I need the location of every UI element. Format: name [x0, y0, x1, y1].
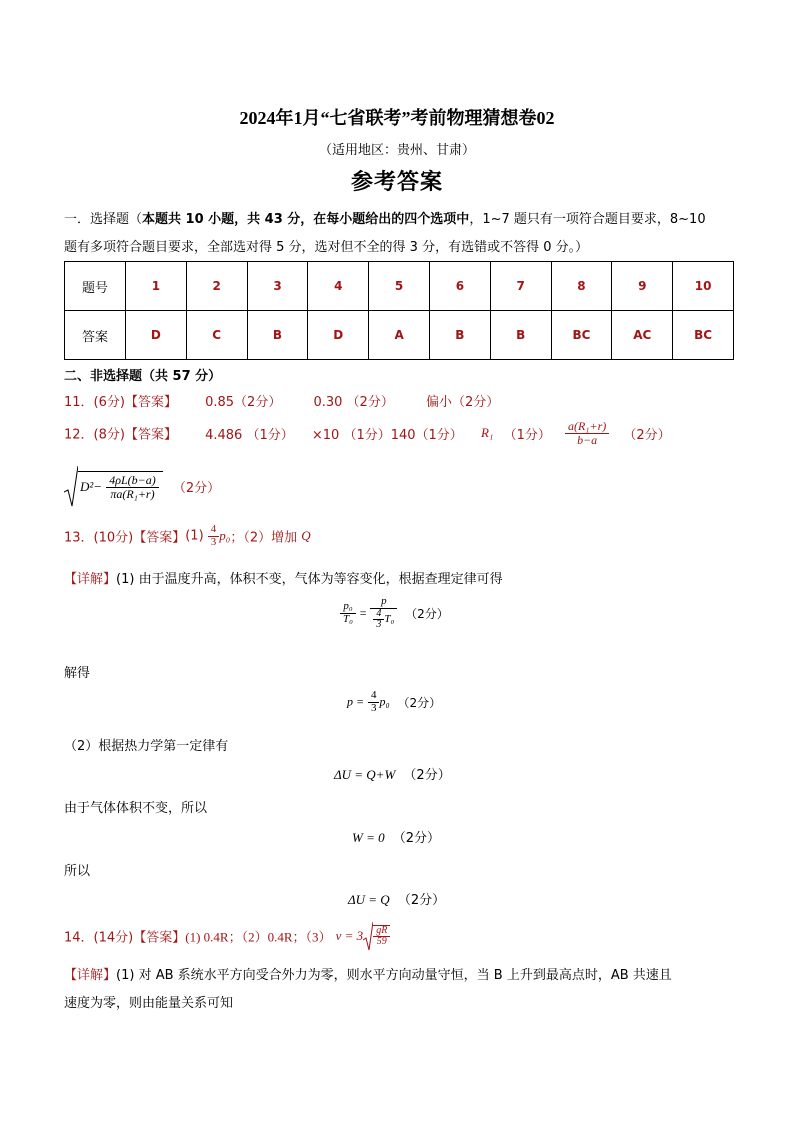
table-cell-answer: C [186, 311, 247, 360]
table-cell-number: 9 [612, 262, 673, 311]
q13-solve: 解得 [64, 666, 91, 681]
q12-fraction-score: （2分） [623, 427, 671, 443]
eq4-text: W = 0 [352, 830, 385, 845]
answer-table [64, 261, 734, 360]
eq1-inner-den: 3 [376, 619, 382, 631]
q11-answer-2: 0.30 （2分） [313, 395, 394, 410]
q12-sqrt-num: 4ρL(b−a) [106, 474, 159, 488]
row-label-answer: 答案 [65, 311, 126, 360]
q13-detail-1 [64, 568, 503, 587]
q12-answer-3: R₁ [480, 425, 494, 441]
q14-prefix: 14．(14分)【答案】 [64, 930, 186, 946]
table-cell-answer: D [126, 311, 187, 360]
page-title: 2024年1月“七省联考”考前物理猜想卷02 [239, 108, 555, 128]
sqrt-sign-icon [64, 464, 78, 508]
q13-p0: p₀ [219, 528, 231, 544]
q14-sqrt-den: 59 [376, 936, 387, 947]
table-cell-answer: D [308, 311, 369, 360]
q12-sqrt-line [64, 464, 220, 508]
eq2-rhs: p₀ [379, 694, 390, 709]
eq2-num: 4 [368, 690, 380, 703]
table-cell-answer: BC [673, 311, 734, 360]
q12-fraction [565, 420, 609, 446]
q14-sqrt-num: gR [373, 926, 390, 938]
table-row-numbers [65, 262, 734, 311]
section1-intro-line1 [64, 208, 706, 227]
q14-detail-line1-text: (1) 对 AB 系统水平方向受合外力为零，则水平方向动量守恒，当 B 上升到最高点时，AB 共速且 [116, 968, 672, 983]
q12-sqrt-score: （2分） [172, 480, 221, 496]
q11-answer-3: 偏小（2分） [425, 395, 500, 410]
q12-answer-1: 4.486 （1分） [205, 427, 294, 443]
eq3-text: ΔU = Q+W [334, 767, 396, 782]
eq1-score: （2分） [405, 606, 449, 621]
q12-sqrt-d: D²− [80, 479, 103, 495]
q13-detail-4: 所以 [64, 864, 91, 879]
q13-part1: (1) [185, 528, 204, 544]
table-cell-number: 1 [126, 262, 187, 311]
q12-answer-line [64, 420, 671, 456]
intro-text-bold: 本题共 10 小题，共 43 分，在每小题给出的四个选项中 [142, 212, 470, 227]
q13-part2: ；（2）增加 [230, 530, 298, 546]
intro-text-a: 一．选择题（ [64, 212, 143, 227]
q11-prefix: 11．(6分)【答案】 [64, 395, 177, 410]
intro-text-b: ，1~7 题只有一项符合题目要求，8~10 [469, 212, 706, 227]
q14-answer-1: (1) 0.4R；（2）0.4R；（3） [185, 929, 332, 945]
q14-detail-line2: 速度为零，则由能量关系可知 [64, 996, 234, 1011]
q13-equation-4 [352, 827, 440, 846]
table-cell-number: 2 [186, 262, 247, 311]
q13-fraction-num: 4 [208, 524, 220, 537]
answer-heading: 参考答案 [350, 169, 443, 195]
eq2-score: （2分） [397, 695, 442, 710]
q14-sqrt-fraction [373, 925, 390, 948]
q12-fraction-den: b−a [577, 432, 598, 447]
q13-answer-line [64, 524, 311, 556]
eq2-fraction [368, 690, 380, 714]
eq1-equals: = [359, 605, 367, 620]
table-cell-answer: B [247, 311, 308, 360]
q13-equation-2 [347, 690, 441, 724]
q12-sqrt-fraction [106, 474, 159, 500]
q14-v: v = 3 [335, 928, 364, 943]
q13-prefix: 13．(10分)【答案】 [64, 530, 186, 546]
q12-answer-3-score: （1分） [503, 427, 551, 443]
q12-answer-2: ×10 （1分）140（1分） [311, 427, 463, 443]
q12-sqrt-body [78, 471, 163, 500]
eq1-right-num: p [370, 596, 397, 609]
region-subtitle: （适用地区：贵州、甘肃） [318, 143, 475, 158]
eq1-left-num: p₀ [340, 601, 356, 614]
table-cell-number: 8 [551, 262, 612, 311]
q13-detail-2: （2）根据热力学第一定律有 [64, 739, 229, 754]
eq1-left-fraction [340, 601, 356, 625]
table-cell-number: 3 [247, 262, 308, 311]
row-label-number: 题号 [65, 262, 126, 311]
section1-intro-line2: 题有多项符合题目要求，全部选对得 5 分，选对但不全的得 3 分，有选错或不答得 0 分。） [64, 240, 589, 255]
table-cell-number: 10 [673, 262, 734, 311]
detail-label: 【详解】 [64, 572, 117, 587]
q13-q: Q [301, 528, 311, 544]
q11-answer-line [64, 391, 499, 410]
table-cell-answer: B [490, 311, 551, 360]
table-cell-number: 4 [308, 262, 369, 311]
q13-detail-3: 由于气体体积不变，所以 [64, 801, 208, 816]
eq5-score: （2分） [397, 893, 446, 908]
q12-prefix: 12．(8分)【答案】 [64, 427, 177, 443]
q12-sqrt-den: πa(R₁+r) [110, 487, 155, 501]
q13-equation-3 [334, 764, 451, 783]
eq1-inner-num: 4 [373, 609, 384, 621]
q11-answer-1: 0.85（2分） [205, 395, 282, 410]
eq1-left-den: T₀ [343, 612, 353, 625]
table-cell-number: 6 [429, 262, 490, 311]
q14-answer-line [64, 920, 390, 954]
sqrt-sign-icon [363, 920, 373, 952]
q13-fraction [208, 524, 220, 548]
section2-heading: 二、非选择题（共 57 分） [64, 369, 222, 384]
eq1-inner-t0: T₀ [384, 612, 395, 625]
q14-detail-line1 [64, 964, 672, 983]
table-cell-answer: B [429, 311, 490, 360]
table-cell-answer: AC [612, 311, 673, 360]
table-row-answers [65, 311, 734, 360]
eq1-right-fraction [370, 596, 397, 631]
table-cell-answer: BC [551, 311, 612, 360]
q13-equation-1 [340, 596, 449, 652]
eq1-right-den [370, 609, 397, 631]
table-cell-number: 5 [369, 262, 430, 311]
table-cell-number: 7 [490, 262, 551, 311]
eq3-score: （2分） [403, 768, 451, 783]
q13-fraction-den: 3 [210, 535, 217, 548]
q13-equation-5 [348, 889, 445, 908]
eq2-lhs: p = [347, 694, 365, 709]
q13-detail-1-text: (1) 由于温度升高，体积不变，气体为等容变化，根据查理定律可得 [116, 572, 503, 587]
eq2-den: 3 [370, 701, 377, 714]
q12-fraction-num: a(R₁+r) [565, 420, 609, 434]
table-cell-answer: A [369, 311, 430, 360]
detail-label: 【详解】 [64, 968, 117, 983]
eq5-text: ΔU = Q [348, 892, 390, 907]
eq4-score: （2分） [392, 831, 441, 846]
